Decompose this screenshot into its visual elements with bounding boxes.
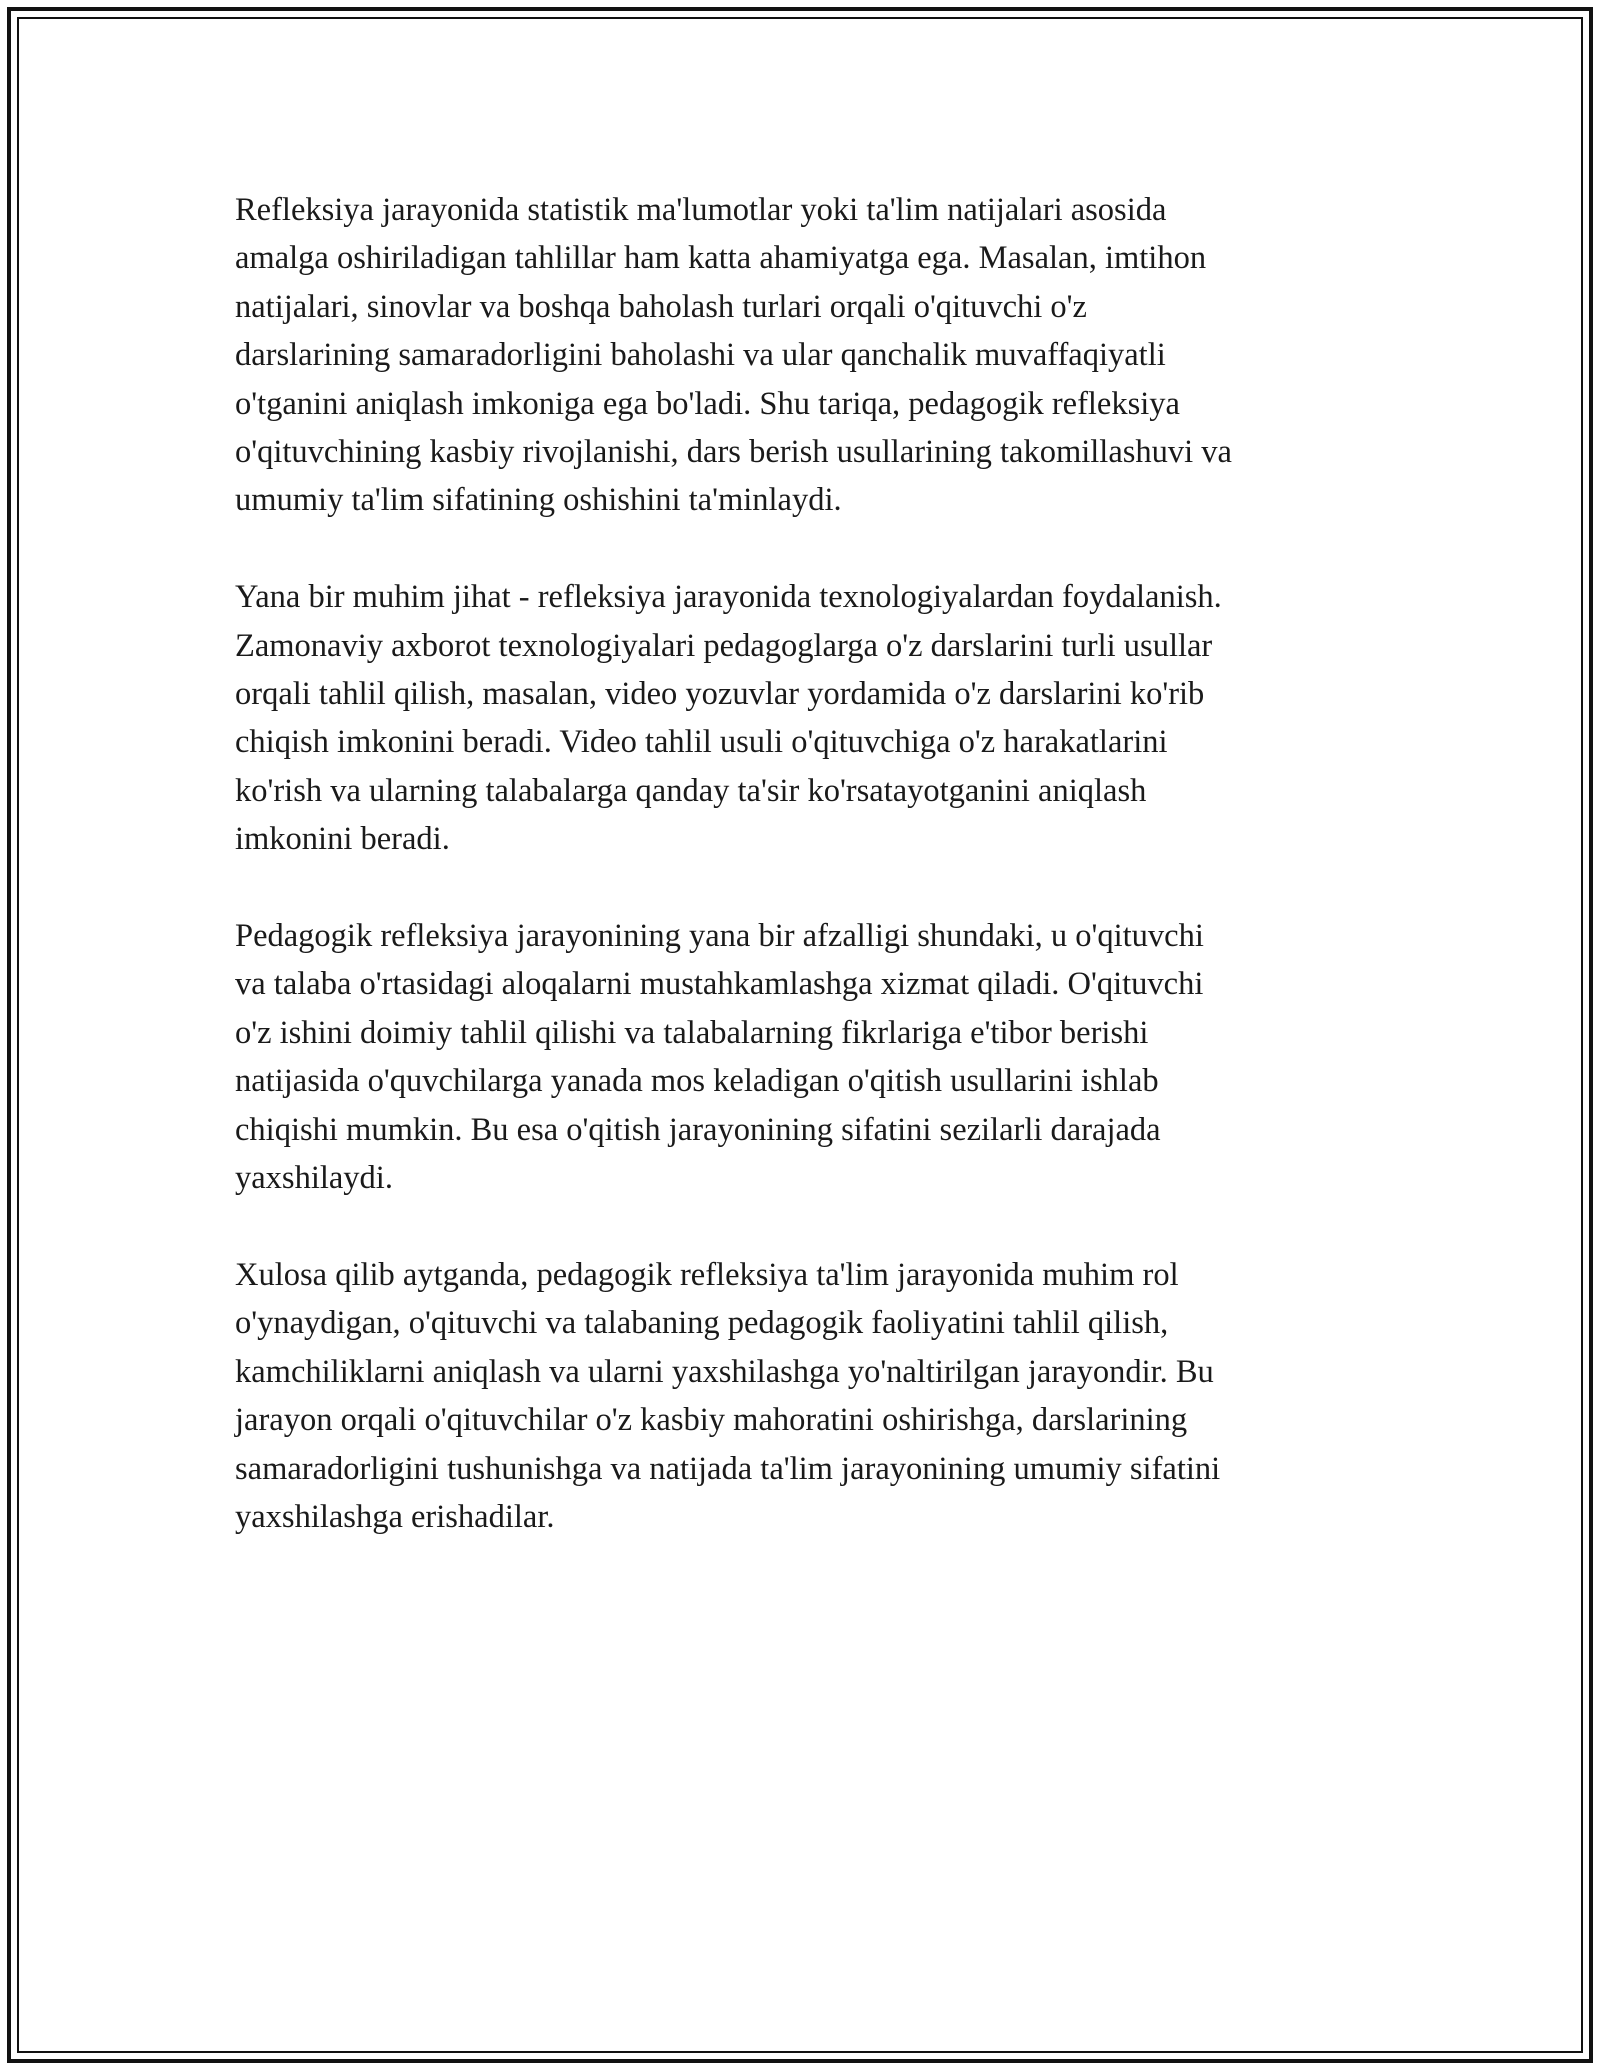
paragraph-3: Pedagogik refleksiya jarayonining yana bir afzalligi shundaki, u o'qituvchi va talaba o'rtasidagi aloqalarni mustahkamlashga xizmat qiladi. O'qituvchi o'z ishini doimiy tahlil qilishi va talabalarning fikrlariga e'tibor berishi natijasida o'quvchilarga yanada mos keladigan o'qitish usullarini ishlab chiqishi mumkin. Bu esa o'qitish jarayonining sifatini sezilarli darajada yaxshilaydi. — [235, 918, 1204, 1197]
paragraph-2: Yana bir muhim jihat - refleksiya jarayonida texnologiyalardan foydalanish. Zamonaviy axborot texnologiyalari pedagoglarga o'z darslarini turli usullar orqali tahlil qilish, masalan, video yozuvlar yordamida o'z darslarini ko'rib chiqish imkonini beradi. Video tahlil usuli o'qituvchiga o'z harakatlarini ko'rish va ularning talabalarga qanday ta'sir ko'rsatayotganini aniqlash imkonini beradi. — [235, 579, 1222, 858]
paragraph-1: Refleksiya jarayonida statistik ma'lumotlar yoki ta'lim natijalari asosida amalga oshiriladigan tahlillar ham katta ahamiyatga ega. Masalan, imtihon natijalari, sinovlar va boshqa baholash turlari orqali o'qituvchi o'z darslarining samaradorligini baholashi va ular qanchalik muvaffaqiyatli o'tganini aniqlash imkoniga ega bo'ladi. Shu tariqa, pedagogik refleksiya o'qituvchining kasbiy rivojlanishi, dars berish usullarining takomillashuvi va umumiy ta'lim sifatining oshishini ta'minlaydi. — [235, 192, 1232, 519]
document-body — [235, 186, 1370, 1590]
paragraph-4: Xulosa qilib aytganda, pedagogik refleksiya ta'lim jarayonida muhim rol o'ynaydigan, o'qituvchi va talabaning pedagogik faoliyatini tahlil qilish, kamchiliklarni aniqlash va ularni yaxshilashga yo'naltirilgan jarayondir. Bu jarayon orqali o'qituvchilar o'z kasbiy mahoratini oshirishga, darslarining samaradorligini tushunishga va natijada ta'lim jarayonining umumiy sifatini yaxshilashga erishadilar. — [235, 1256, 1221, 1535]
